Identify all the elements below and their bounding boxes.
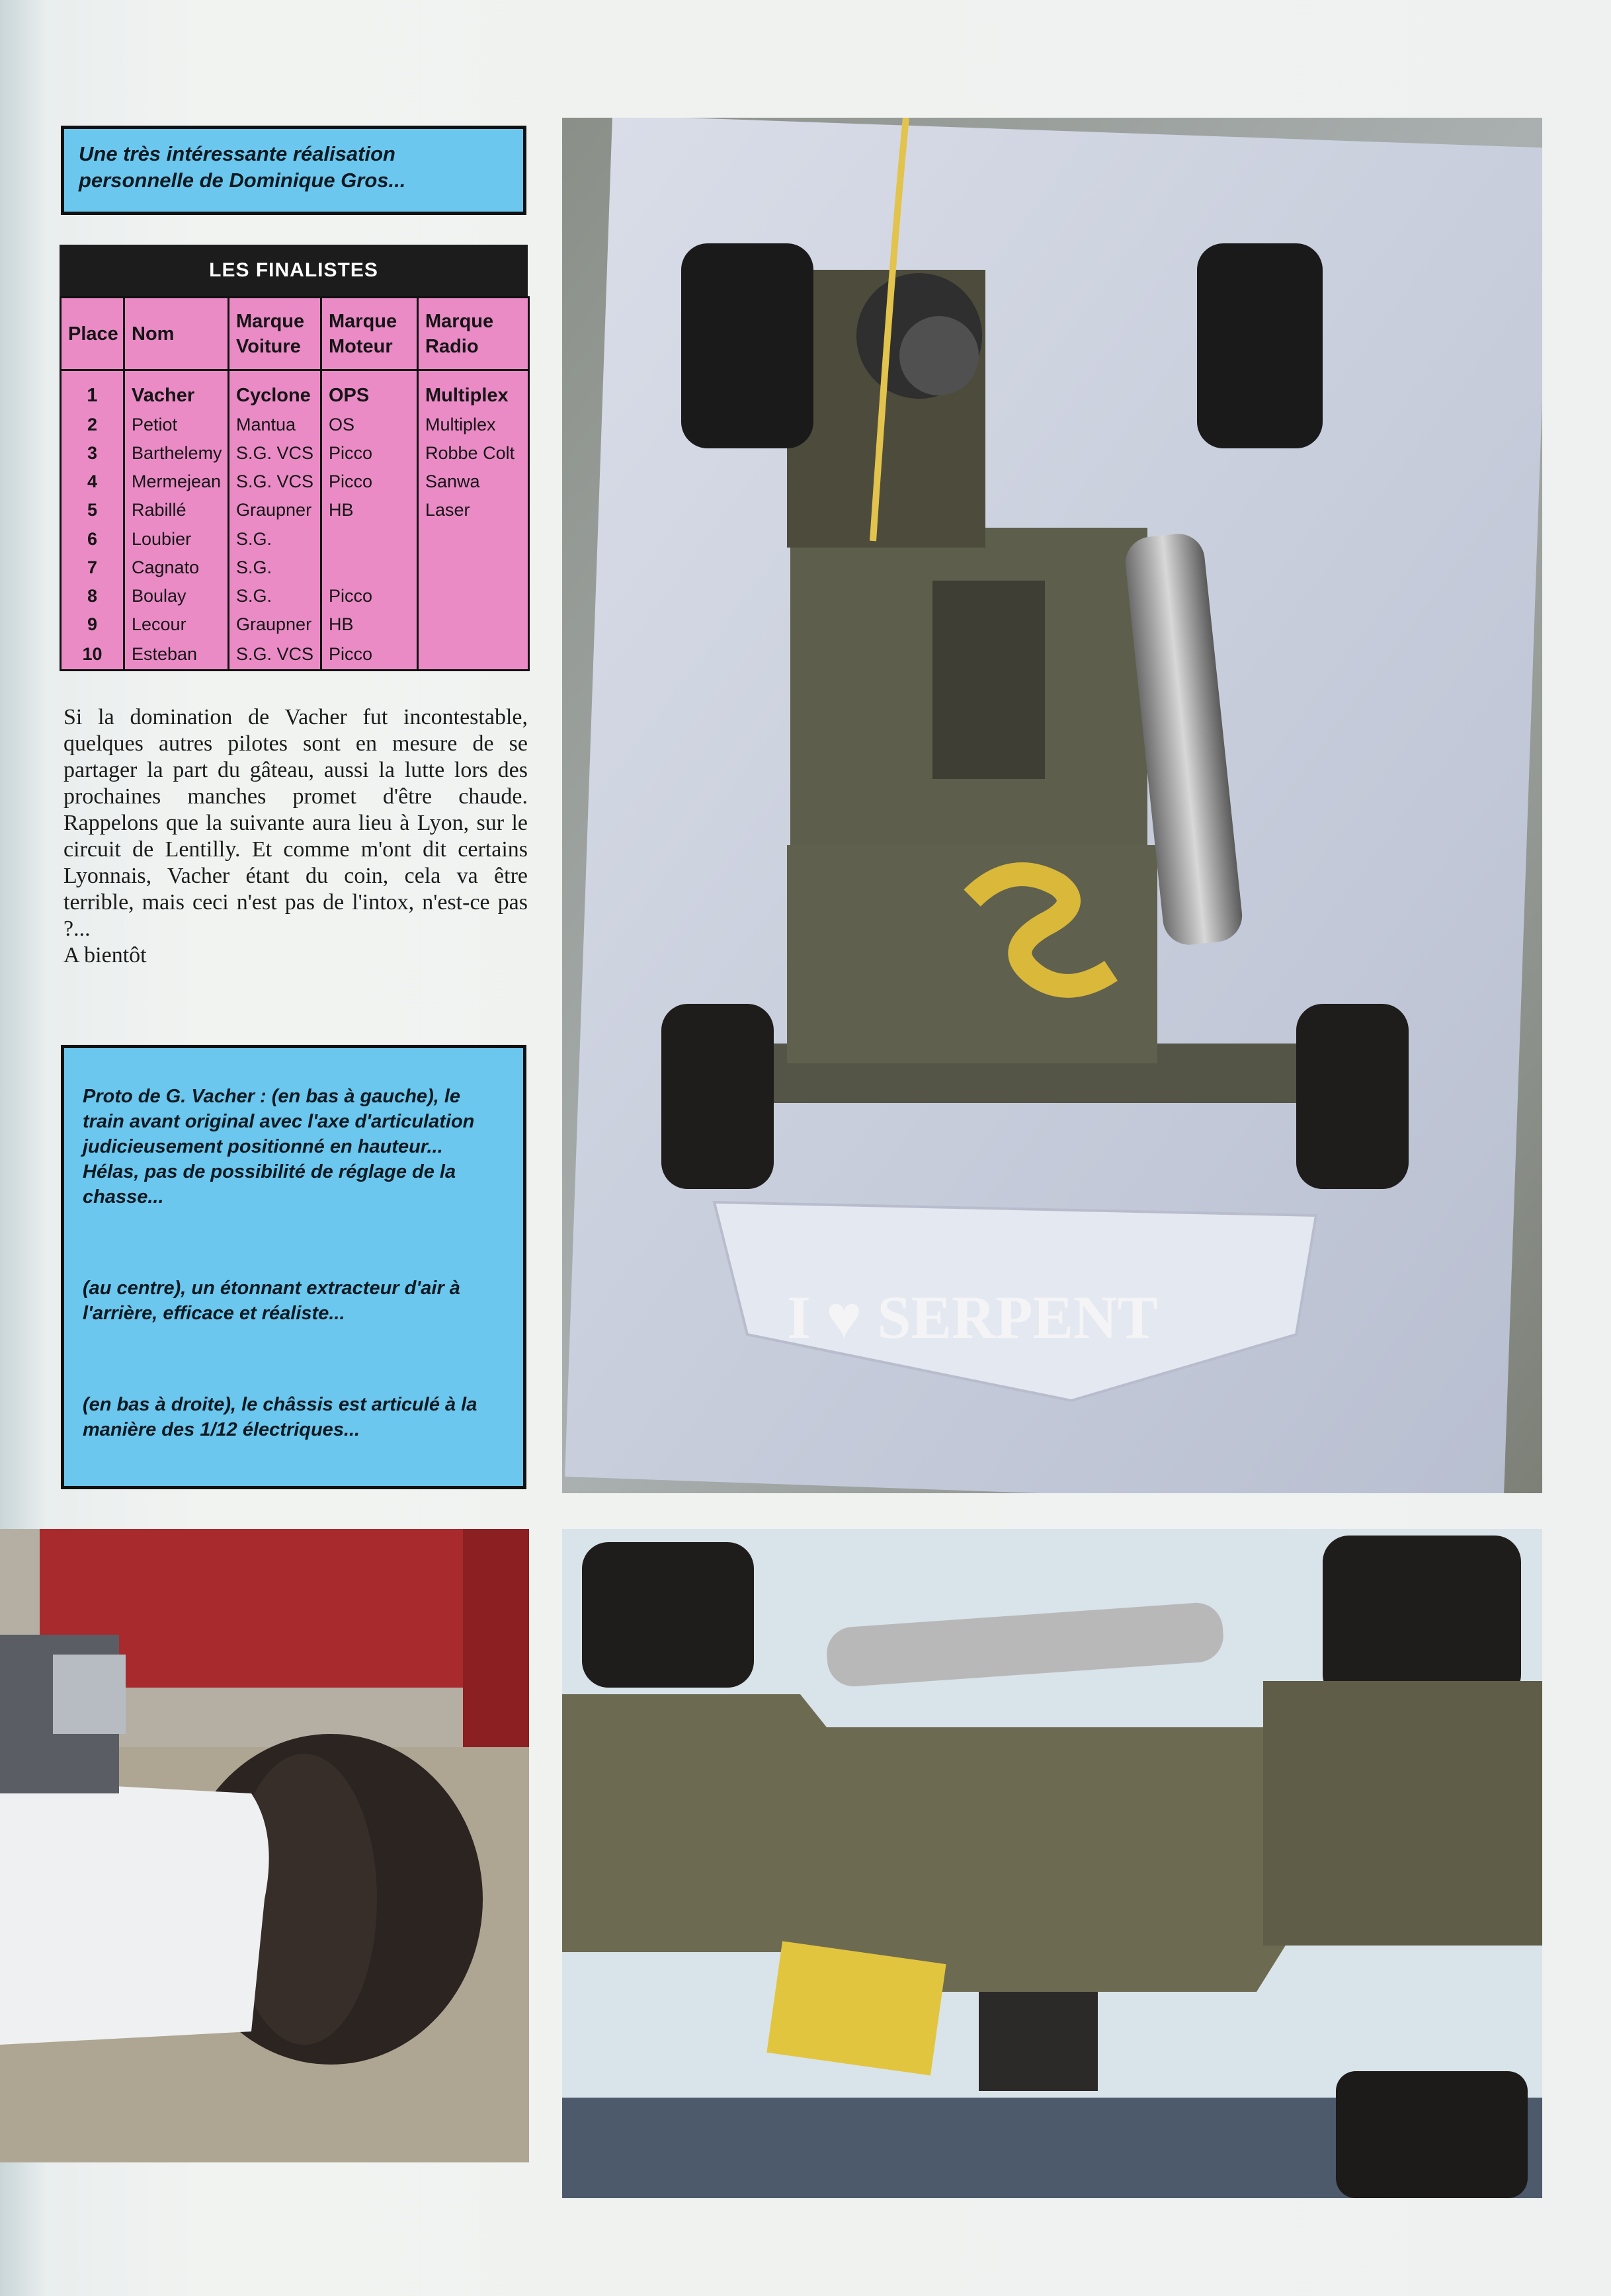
cell-place: 7 xyxy=(61,553,124,581)
cell-place: 3 xyxy=(61,438,124,467)
cell-radio: Multiplex xyxy=(418,410,529,438)
photo-chassis-underside xyxy=(562,1529,1542,2198)
cell-moteur: HB xyxy=(321,610,418,639)
table-row xyxy=(61,553,529,581)
article-body xyxy=(63,704,528,969)
cell-voiture: Graupner xyxy=(229,496,321,524)
cell-nom: Petiot xyxy=(124,410,229,438)
table-row xyxy=(61,496,529,524)
cell-place: 10 xyxy=(61,639,124,671)
cell-nom: Esteban xyxy=(124,639,229,671)
finalists-grid xyxy=(60,296,530,671)
cell-place: 1 xyxy=(61,370,124,411)
cell-voiture: Graupner xyxy=(229,610,321,639)
cell-nom: Rabillé xyxy=(124,496,229,524)
column-header-nom: Nom xyxy=(124,298,229,370)
cell-radio: Laser xyxy=(418,496,529,524)
cell-radio xyxy=(418,553,529,581)
cell-moteur: HB xyxy=(321,496,418,524)
column-header-moteur: Marque Moteur xyxy=(321,298,418,370)
cell-nom: Boulay xyxy=(124,581,229,610)
cell-radio: Sanwa xyxy=(418,468,529,496)
finalists-table xyxy=(60,245,528,671)
cell-place: 9 xyxy=(61,610,124,639)
cell-moteur: Picco xyxy=(321,438,418,467)
cell-voiture: Mantua xyxy=(229,410,321,438)
article-paragraph: Si la domination de Vacher fut incontestable, quelques autres pilotes sont en mesure de se partager la part du gâteau, aussi la lutte lors des prochaines manches promet d'être chaude. Rappelons que la suivante aura lieu à Lyon, sur le circuit de Lentilly. Et comme m'ont dit certains Lyonnais, Vacher étant du coin, cela va être terrible, mais ceci n'est pas de l'intox, n'est-ce pas ?... xyxy=(63,705,528,941)
table-row xyxy=(61,581,529,610)
cell-place: 8 xyxy=(61,581,124,610)
table-row xyxy=(61,468,529,496)
cell-nom: Barthelemy xyxy=(124,438,229,467)
caption-photo-center: (au centre), un étonnant extracteur d'air à l'arrière, efficace et réaliste... xyxy=(83,1278,460,1324)
cell-radio xyxy=(418,524,529,553)
cell-place: 2 xyxy=(61,410,124,438)
table-row xyxy=(61,410,529,438)
table-row xyxy=(61,610,529,639)
cell-nom: Cagnato xyxy=(124,553,229,581)
cell-radio: Robbe Colt xyxy=(418,438,529,467)
cell-voiture: S.G. xyxy=(229,553,321,581)
table-title: LES FINALISTES xyxy=(60,245,528,296)
table-row xyxy=(61,370,529,411)
photo-chassis-top-view xyxy=(562,118,1542,1493)
caption-photos xyxy=(61,1045,526,1489)
cell-voiture: S.G. VCS xyxy=(229,438,321,467)
table-row xyxy=(61,524,529,553)
caption-photo-right: (en bas à droite), le châssis est articulé à la manière des 1/12 électriques... xyxy=(83,1394,477,1440)
cell-nom: Loubier xyxy=(124,524,229,553)
cell-nom: Lecour xyxy=(124,610,229,639)
cell-radio xyxy=(418,610,529,639)
cell-moteur: OS xyxy=(321,410,418,438)
cell-nom: Vacher xyxy=(124,370,229,411)
cell-voiture: S.G. VCS xyxy=(229,639,321,671)
cell-moteur xyxy=(321,524,418,553)
cell-radio xyxy=(418,581,529,610)
caption-photo-left: Proto de G. Vacher : (en bas à gauche), le train avant original avec l'axe d'articulation judicieusement positionné en hauteur... Hélas, pas de possibilité de réglage de la chasse... xyxy=(83,1086,475,1208)
column-header-place: Place xyxy=(61,298,124,370)
cell-radio: Multiplex xyxy=(418,370,529,411)
table-row xyxy=(61,639,529,671)
column-header-voiture: Marque Voiture xyxy=(229,298,321,370)
cell-place: 6 xyxy=(61,524,124,553)
cell-place: 4 xyxy=(61,468,124,496)
caption-top: Une très intéressante réalisation personnelle de Dominique Gros... xyxy=(61,126,526,215)
photo-front-train xyxy=(0,1529,529,2162)
cell-moteur xyxy=(321,553,418,581)
cell-voiture: S.G. xyxy=(229,581,321,610)
cell-moteur: Picco xyxy=(321,639,418,671)
cell-voiture: Cyclone xyxy=(229,370,321,411)
table-row xyxy=(61,438,529,467)
serpent-wing-text: I ♥ SERPENT xyxy=(787,1284,1158,1351)
column-header-radio: Marque Radio xyxy=(418,298,529,370)
cell-moteur: Picco xyxy=(321,468,418,496)
cell-moteur: Picco xyxy=(321,581,418,610)
cell-nom: Mermejean xyxy=(124,468,229,496)
cell-place: 5 xyxy=(61,496,124,524)
cell-moteur: OPS xyxy=(321,370,418,411)
cell-radio xyxy=(418,639,529,671)
cell-voiture: S.G. VCS xyxy=(229,468,321,496)
article-signoff: A bientôt xyxy=(63,943,147,967)
cell-voiture: S.G. xyxy=(229,524,321,553)
